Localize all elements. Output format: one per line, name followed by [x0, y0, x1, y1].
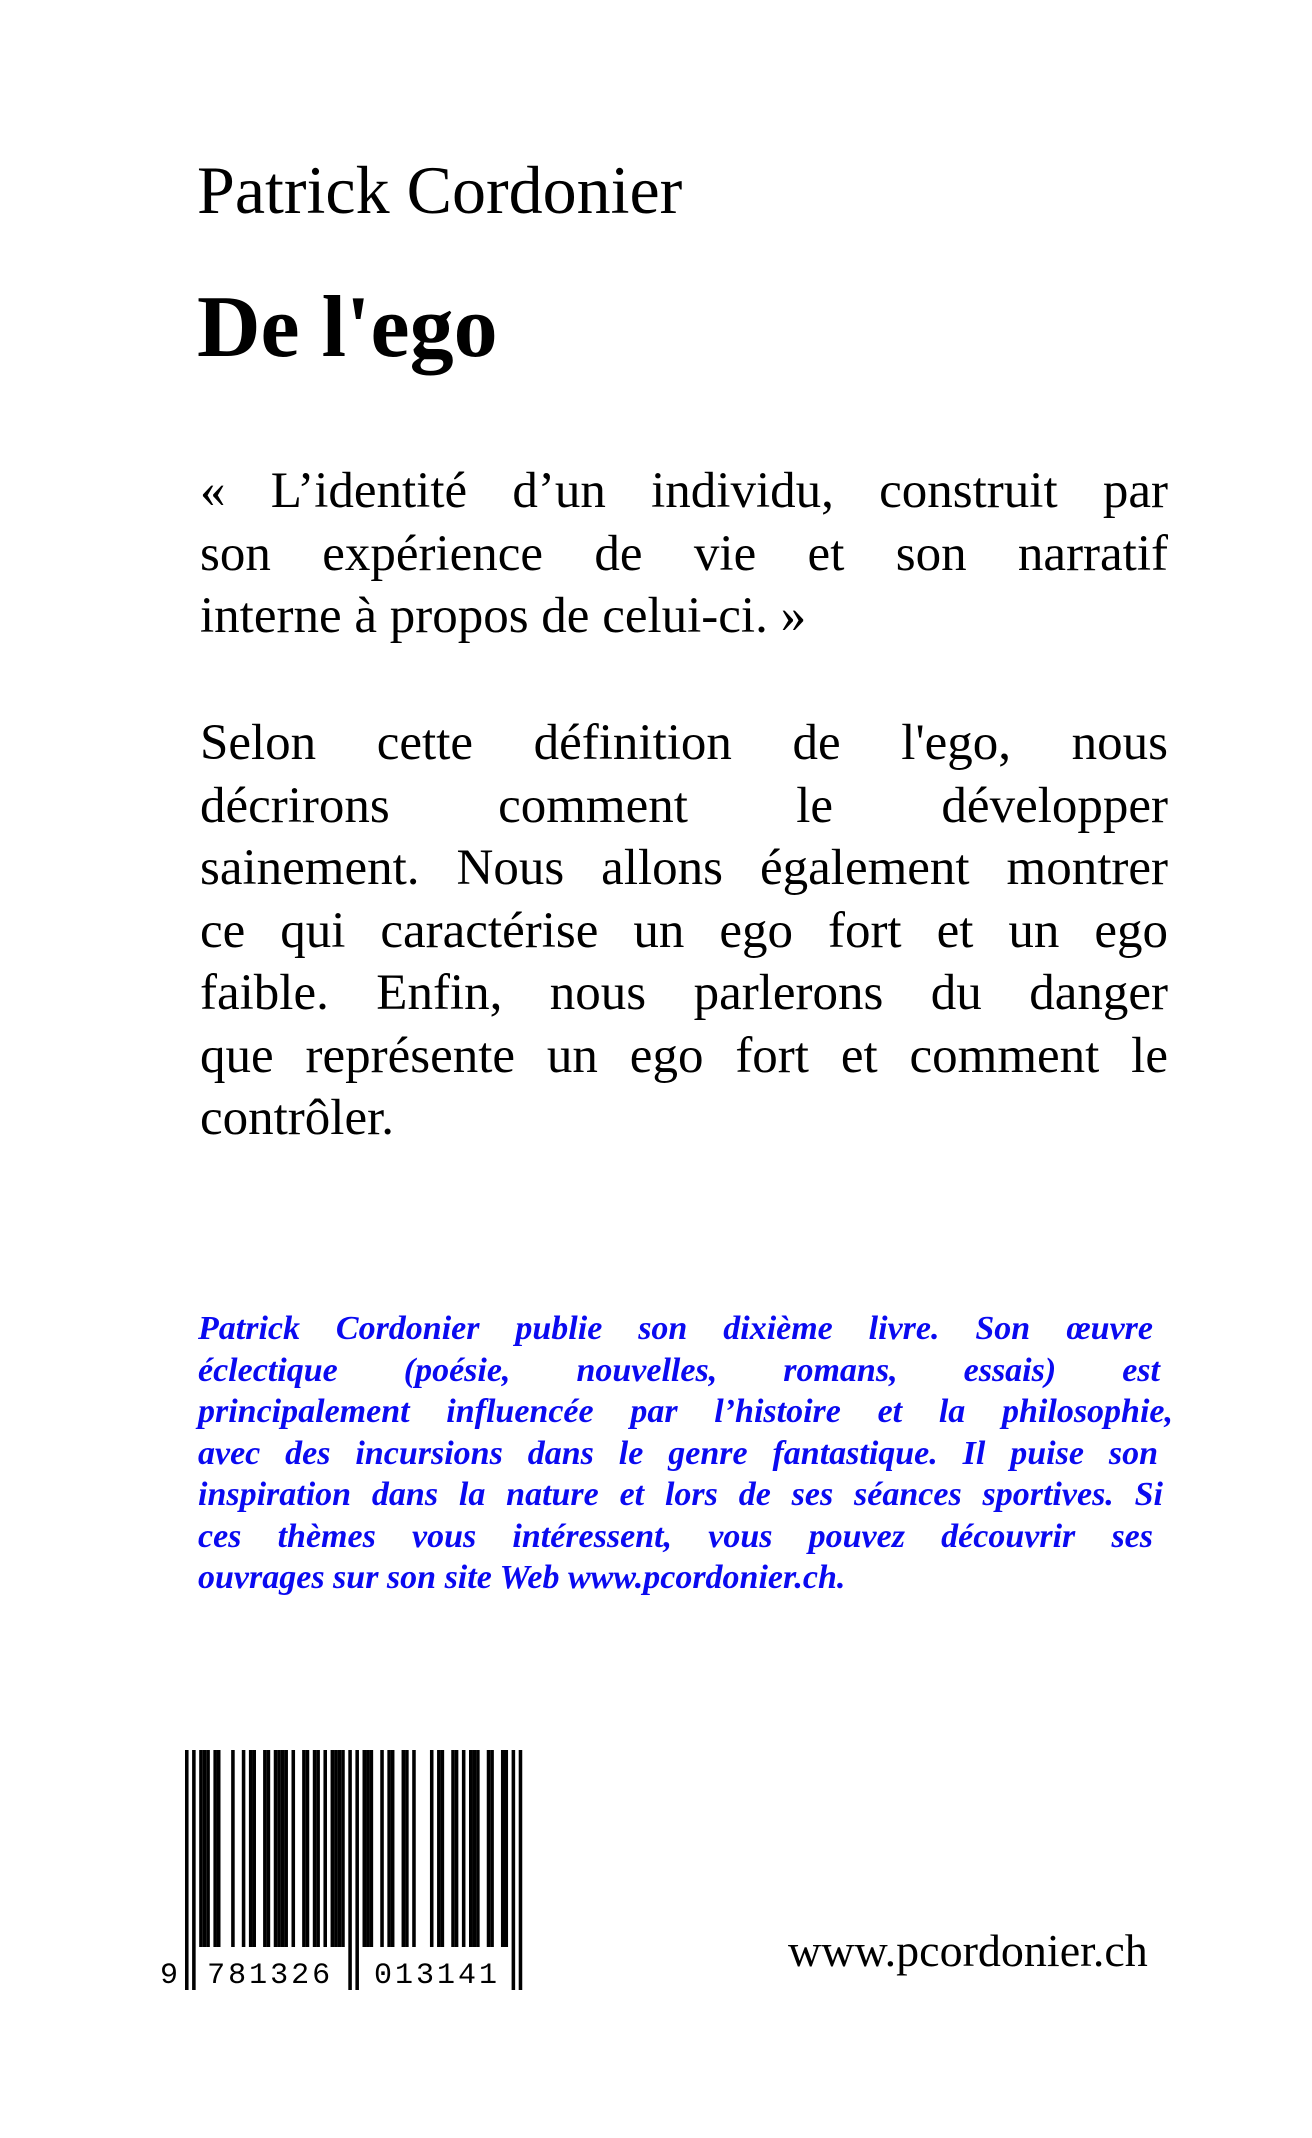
definition-quote — [200, 460, 1168, 648]
quote-line: son expérience de vie et son narratif — [200, 525, 1168, 582]
book-description — [200, 712, 1168, 1150]
description-line: sainement. Nous allons également montrer — [200, 840, 1168, 896]
description-line: ce qui caractérise un ego fort et un ego — [200, 902, 1168, 959]
book-title: De l'ego — [197, 279, 498, 376]
barcode-icon — [150, 1750, 540, 1995]
website-url: www.pcordonier.ch — [788, 1925, 1148, 1976]
bio-line: éclectique (poésie, nouvelles, romans, essais) est — [198, 1351, 1160, 1389]
bio-line: ouvrages sur son site Web www.pcordonier.ch. — [198, 1559, 846, 1596]
bio-line: principalement influencée par l’histoire et la philosophie, — [198, 1393, 1173, 1430]
bio-line: avec des incursions dans le genre fantastique. Il puise son — [198, 1434, 1158, 1472]
description-line: décrirons comment le développer — [200, 777, 1168, 834]
description-line: faible. Enfin, nous parlerons du danger — [200, 965, 1168, 1021]
author-bio — [198, 1308, 1173, 1599]
svg-text:781326: 781326 — [207, 1959, 334, 1993]
description-line: que représente un ego fort et comment le — [200, 1027, 1168, 1084]
author-name: Patrick Cordonier — [197, 152, 683, 228]
svg-text:013141: 013141 — [374, 1959, 501, 1993]
description-line: Selon cette définition de l'ego, nous — [200, 715, 1168, 771]
bio-line: ces thèmes vous intéressent, vous pouvez découvrir ses — [198, 1517, 1153, 1555]
description-line: contrôler. — [200, 1090, 395, 1146]
quote-line: « L’identité d’un individu, construit par — [200, 463, 1168, 519]
isbn-barcode — [150, 1750, 540, 1995]
svg-text:9: 9 — [160, 1959, 182, 1993]
bio-line: inspiration dans la nature et lors de ses séances sportives. Si — [198, 1476, 1163, 1513]
bio-line: Patrick Cordonier publie son dixième livre. Son œuvre — [198, 1310, 1153, 1347]
quote-line: interne à propos de celui-ci. » — [200, 588, 807, 644]
